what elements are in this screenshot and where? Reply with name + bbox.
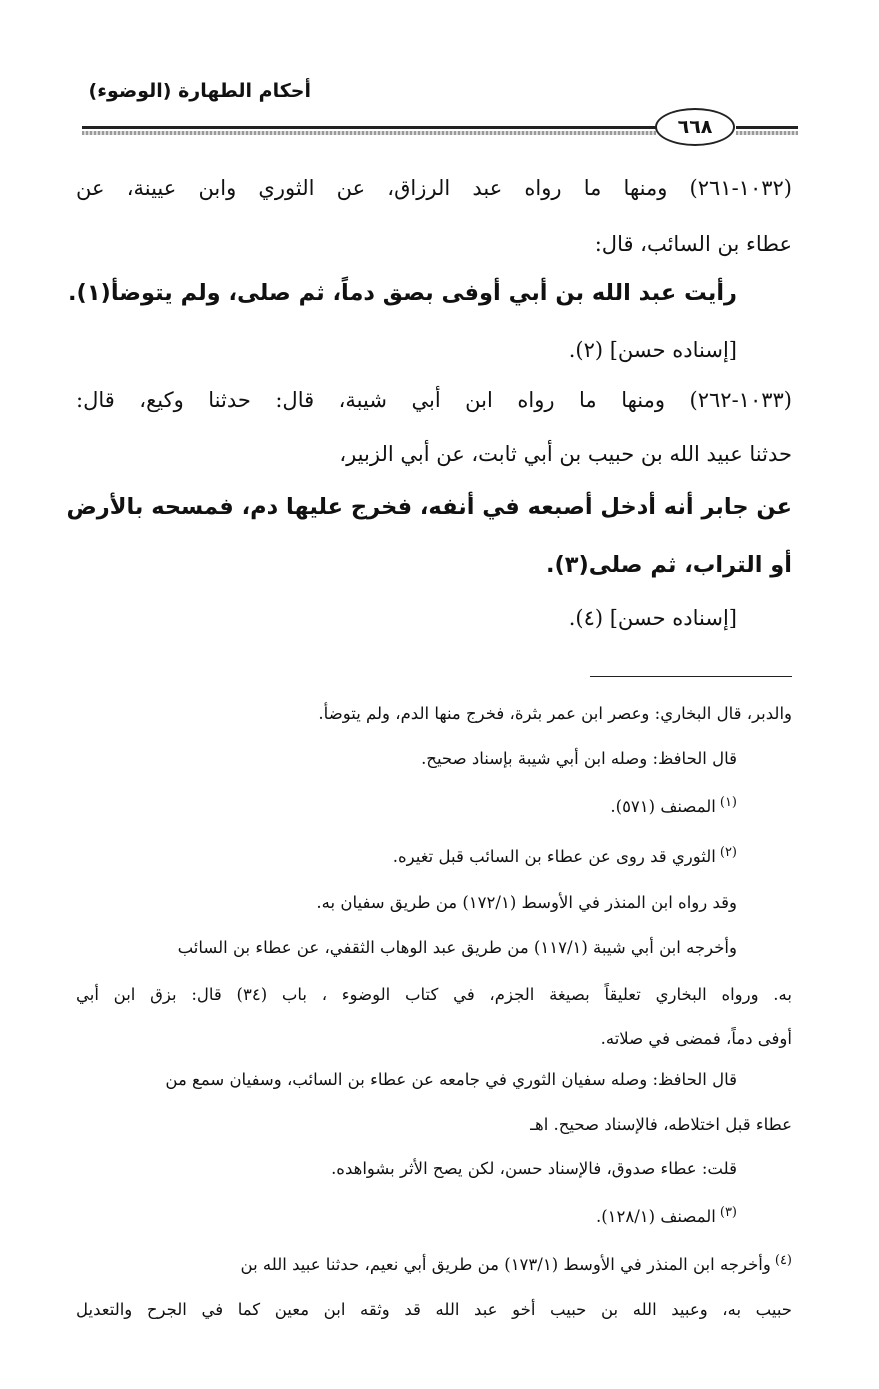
footnote-4 [241,1253,792,1275]
body-line-2: عطاء بن السائب، قال: [594,232,792,256]
footnote-line-9: قال الحافظ: وصله سفيان الثوري في جامعه عن عطاء بن السائب، وسفيان سمع من [165,1070,737,1089]
footnote-text: المصنف (١٢٨/١). [595,1207,716,1226]
footnote-3 [596,1205,737,1227]
page-number: ٦٦٨ [655,108,735,146]
body-line-4: [إسناده حسن] (٢). [568,338,737,362]
footnote-line-10: عطاء قبل اختلاطه، فالإسناد صحيح. اهـ [530,1115,792,1134]
footnote-marker: (٢) [719,845,737,860]
footnote-marker: (٤) [774,1253,792,1268]
footnote-line-6: وأخرجه ابن أبي شيبة (١١٧/١) من طريق عبد الوهاب الثقفي، عن عطاء بن السائب [177,938,737,957]
running-title: أحكام الطهارة (الوضوء) [88,80,311,102]
footnote-1 [610,795,737,817]
header-rule-right [736,126,798,129]
footnote-separator [590,676,792,677]
footnote-2 [393,845,737,867]
header-rule [82,126,656,129]
body-line-8: أو التراب، ثم صلى(٣). [545,552,792,578]
header-rule-right-shade [736,131,798,135]
footnote-marker: (٣) [719,1205,737,1220]
footnote-line-11: قلت: عطاء صدوق، فالإسناد حسن، لكن يصح الأثر بشواهده. [331,1159,737,1178]
body-line-5: (١٠٣٣-٢٦٢) ومنها ما رواه ابن أبي شيبة، قال: حدثنا وكيع، قال: [76,388,792,412]
footnote-text: المصنف (٥٧١). [610,797,716,816]
footnote-text: الثوري قد روى عن عطاء بن السائب قبل تغيره. [392,847,716,866]
footnote-line-14: حبيب به، وعبيد الله بن حبيب أخو عبد الله قد وثقه ابن معين كما في الجرح والتعديل [76,1300,792,1319]
body-line-9: [إسناده حسن] (٤). [568,606,737,630]
footnote-line-2: قال الحافظ: وصله ابن أبي شيبة بإسناد صحيح. [421,749,737,768]
body-line-7: عن جابر أنه أدخل أصبعه في أنفه، فخرج عليها دم، فمسحه بالأرض [66,494,792,520]
footnote-line-7: به. ورواه البخاري تعليقاً بصيغة الجزم، في كتاب الوضوء ، باب (٣٤) قال: بزق ابن أبي [76,985,792,1004]
body-line-6: حدثنا عبيد الله بن حبيب بن أبي ثابت، عن أبي الزبير، [339,442,792,466]
header-rule-shade [82,131,656,135]
footnote-line-1: والدبر، قال البخاري: وعصر ابن عمر بثرة، فخرج منها الدم، ولم يتوضأ. [318,704,792,723]
footnote-line-8: أوفى دماً، فمضى في صلاته. [600,1029,792,1048]
footnote-line-5: وقد رواه ابن المنذر في الأوسط (١٧٢/١) من طريق سفيان به. [316,893,737,912]
footnote-marker: (١) [719,795,737,810]
footnote-text: وأخرجه ابن المنذر في الأوسط (١٧٣/١) من طريق أبي نعيم، حدثنا عبيد الله بن [240,1255,771,1274]
body-line-1: (١٠٣٢-٢٦١) ومنها ما رواه عبد الرزاق، عن الثوري وابن عيينة، عن [76,176,792,200]
body-line-3: رأيت عبد الله بن أبي أوفى بصق دماً، ثم صلى، ولم يتوضأ(١). [67,280,737,306]
